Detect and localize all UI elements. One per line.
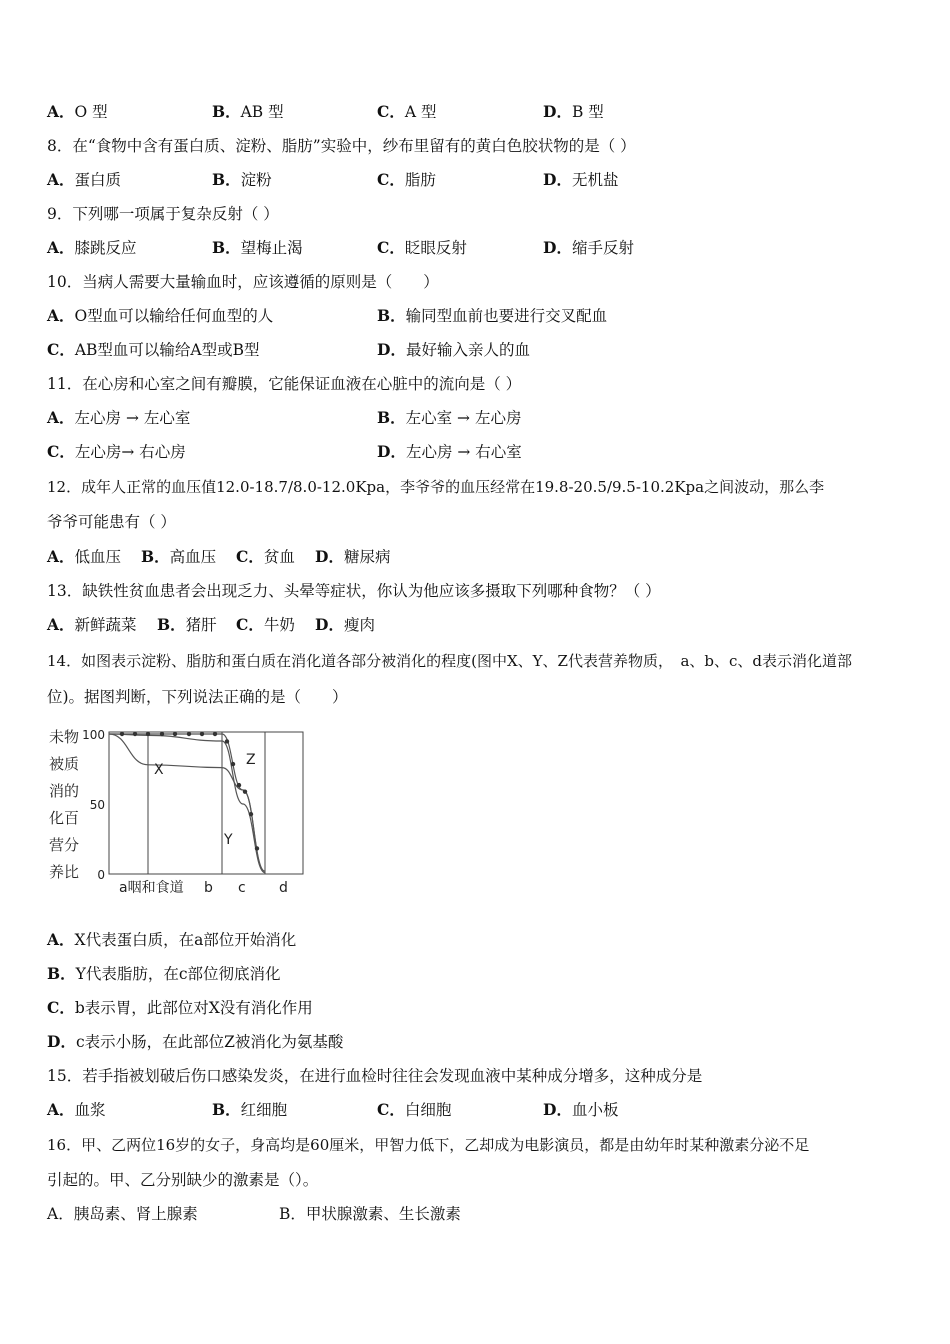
q12-option-d[interactable]: D．糖尿病: [315, 547, 391, 566]
series-lines: [109, 732, 265, 873]
series-z-point: [160, 732, 164, 736]
x-region-label: b: [204, 880, 213, 896]
q8-stem: 8．在“食物中含有蛋白质、淀粉、脂肪”实验中，纱布里留有的黄白色胶状物的是（ ）: [47, 137, 636, 155]
digestion-chart: [47, 722, 309, 902]
q11-option-a[interactable]: A．左心房 → 左心室: [47, 408, 191, 427]
q15-option-a[interactable]: A．血浆: [47, 1100, 106, 1119]
x-region-label: c: [238, 880, 246, 896]
q12-stem-line2: 爷爷可能患有（ ）: [47, 513, 176, 531]
q7-option-b[interactable]: B．AB 型: [212, 102, 284, 121]
series-z-point: [120, 732, 124, 736]
q16-stem-line2: 引起的。甲、乙分别缺少的激素是（）。: [47, 1171, 319, 1189]
q11-option-d[interactable]: D．左心房 → 右心室: [377, 442, 522, 461]
series-z-point: [133, 732, 137, 736]
q12-option-c[interactable]: C．贫血: [236, 547, 295, 566]
ylabel-char: 营分: [49, 836, 80, 854]
x-region-label: a咽和食道: [119, 880, 184, 896]
series-z-point: [249, 812, 253, 816]
q14-option-b[interactable]: B．Y代表脂肪，在c部位彻底消化: [47, 964, 281, 983]
series-z-point: [243, 789, 247, 793]
q9-stem: 9．下列哪一项属于复杂反射（ ）: [47, 205, 279, 223]
q10-option-d[interactable]: D．最好输入亲人的血: [377, 340, 530, 359]
q10-option-c[interactable]: C．AB型血可以输给A型或B型: [47, 340, 260, 359]
q13-option-b[interactable]: B．猪肝: [157, 615, 217, 634]
series-z-point: [237, 783, 241, 787]
ylabel-char: 养比: [49, 863, 80, 881]
q15-option-c[interactable]: C．白细胞: [377, 1100, 452, 1119]
series-z-point: [231, 762, 235, 766]
x-region-label: d: [279, 880, 288, 896]
series-z-point: [225, 739, 229, 743]
q16-stem-line1: 16．甲、乙两位16岁的女子，身高均是60厘米，甲智力低下，乙却成为电影演员，都是由幼年时某种激素分泌不足: [47, 1136, 810, 1154]
q9-option-c[interactable]: C．眨眼反射: [377, 238, 467, 257]
q14-stem-line1: 14．如图表示淀粉、脂肪和蛋白质在消化道各部分被消化的程度(图中X、Y、Z代表营养物质， a、b、c、d表示消化道部: [47, 652, 852, 670]
q10-stem: 10．当病人需要大量输血时，应该遵循的原则是（ ）: [47, 273, 439, 291]
q12-option-b[interactable]: B．高血压: [141, 547, 217, 566]
series-label-x: X: [154, 762, 164, 778]
q8-option-c[interactable]: C．脂肪: [377, 170, 436, 189]
series-z-point: [173, 732, 177, 736]
ylabel-char: 消的: [49, 782, 80, 800]
y-tick-label: 50: [89, 798, 105, 812]
q9-option-b[interactable]: B．望梅止渴: [212, 238, 303, 257]
q9-option-a[interactable]: A．膝跳反应: [47, 238, 137, 257]
q12-option-a[interactable]: A．低血压: [47, 547, 122, 566]
ylabel-char: 被质: [49, 755, 80, 773]
series-line-x: [109, 734, 265, 871]
q16-option-b[interactable]: B．甲状腺激素、生长激素: [279, 1205, 461, 1223]
series-z-point: [146, 732, 150, 736]
q11-option-b[interactable]: B．左心室 → 左心房: [377, 408, 522, 427]
chart-frame: [109, 732, 303, 874]
series-z-point: [187, 732, 191, 736]
q14-option-a[interactable]: A．X代表蛋白质，在a部位开始消化: [47, 930, 297, 949]
series-z-point: [200, 732, 204, 736]
q8-option-b[interactable]: B．淀粉: [212, 170, 272, 189]
q10-option-a[interactable]: A．O型血可以输给任何血型的人: [47, 306, 274, 325]
q13-stem: 13．缺铁性贫血患者会出现乏力、头晕等症状，你认为他应该多摄取下列哪种食物？（ ）: [47, 582, 661, 600]
q7-option-c[interactable]: C．A 型: [377, 102, 437, 121]
q14-option-d[interactable]: D．c表示小肠，在此部位Z被消化为氨基酸: [47, 1032, 344, 1051]
q8-option-a[interactable]: A．蛋白质: [47, 170, 122, 189]
q13-option-a[interactable]: A．新鲜蔬菜: [47, 615, 137, 634]
q15-stem: 15．若手指被划破后伤口感染发炎，在进行血检时往往会发现血液中某种成分增多，这种成分是: [47, 1067, 703, 1085]
q14-stem-line2: 位)。据图判断，下列说法正确的是（ ）: [47, 688, 348, 706]
q15-option-b[interactable]: B．红细胞: [212, 1100, 288, 1119]
ylabel-char: 未物: [49, 728, 80, 746]
q14-option-c[interactable]: C．b表示胃，此部位对X没有消化作用: [47, 998, 313, 1017]
q13-option-c[interactable]: C．牛奶: [236, 615, 295, 634]
ylabel-char: 化百: [49, 809, 80, 827]
y-tick-label: 100: [82, 728, 105, 742]
series-z-point: [255, 846, 259, 850]
q11-option-c[interactable]: C．左心房→ 右心房: [47, 442, 186, 461]
q15-option-d[interactable]: D．血小板: [543, 1100, 619, 1119]
series-z-point: [213, 732, 217, 736]
q13-option-d[interactable]: D．瘦肉: [315, 615, 375, 634]
y-axis-label: [49, 728, 79, 881]
x-axis-labels: [119, 880, 288, 896]
q11-stem: 11．在心房和心室之间有瓣膜，它能保证血液在心脏中的流向是（ ）: [47, 375, 522, 393]
q16-option-a[interactable]: A．胰岛素、肾上腺素: [47, 1205, 198, 1223]
series-label-z: Z: [246, 752, 256, 768]
q9-option-d[interactable]: D．缩手反射: [543, 238, 634, 257]
y-tick-label: 0: [97, 868, 105, 882]
q7-option-a[interactable]: A．O 型: [47, 102, 108, 121]
q10-option-b[interactable]: B．输同型血前也要进行交叉配血: [377, 306, 608, 325]
y-axis-ticks: [82, 728, 105, 882]
q12-stem-line1: 12．成年人正常的血压值12.0-18.7/8.0-12.0Kpa，李爷爷的血压经常在19.8-20.5/9.5-10.2Kpa之间波动，那么李: [47, 478, 825, 496]
q8-option-d[interactable]: D．无机盐: [543, 170, 619, 189]
series-label-y: Y: [224, 832, 233, 848]
q7-option-d[interactable]: D．B 型: [543, 102, 604, 121]
